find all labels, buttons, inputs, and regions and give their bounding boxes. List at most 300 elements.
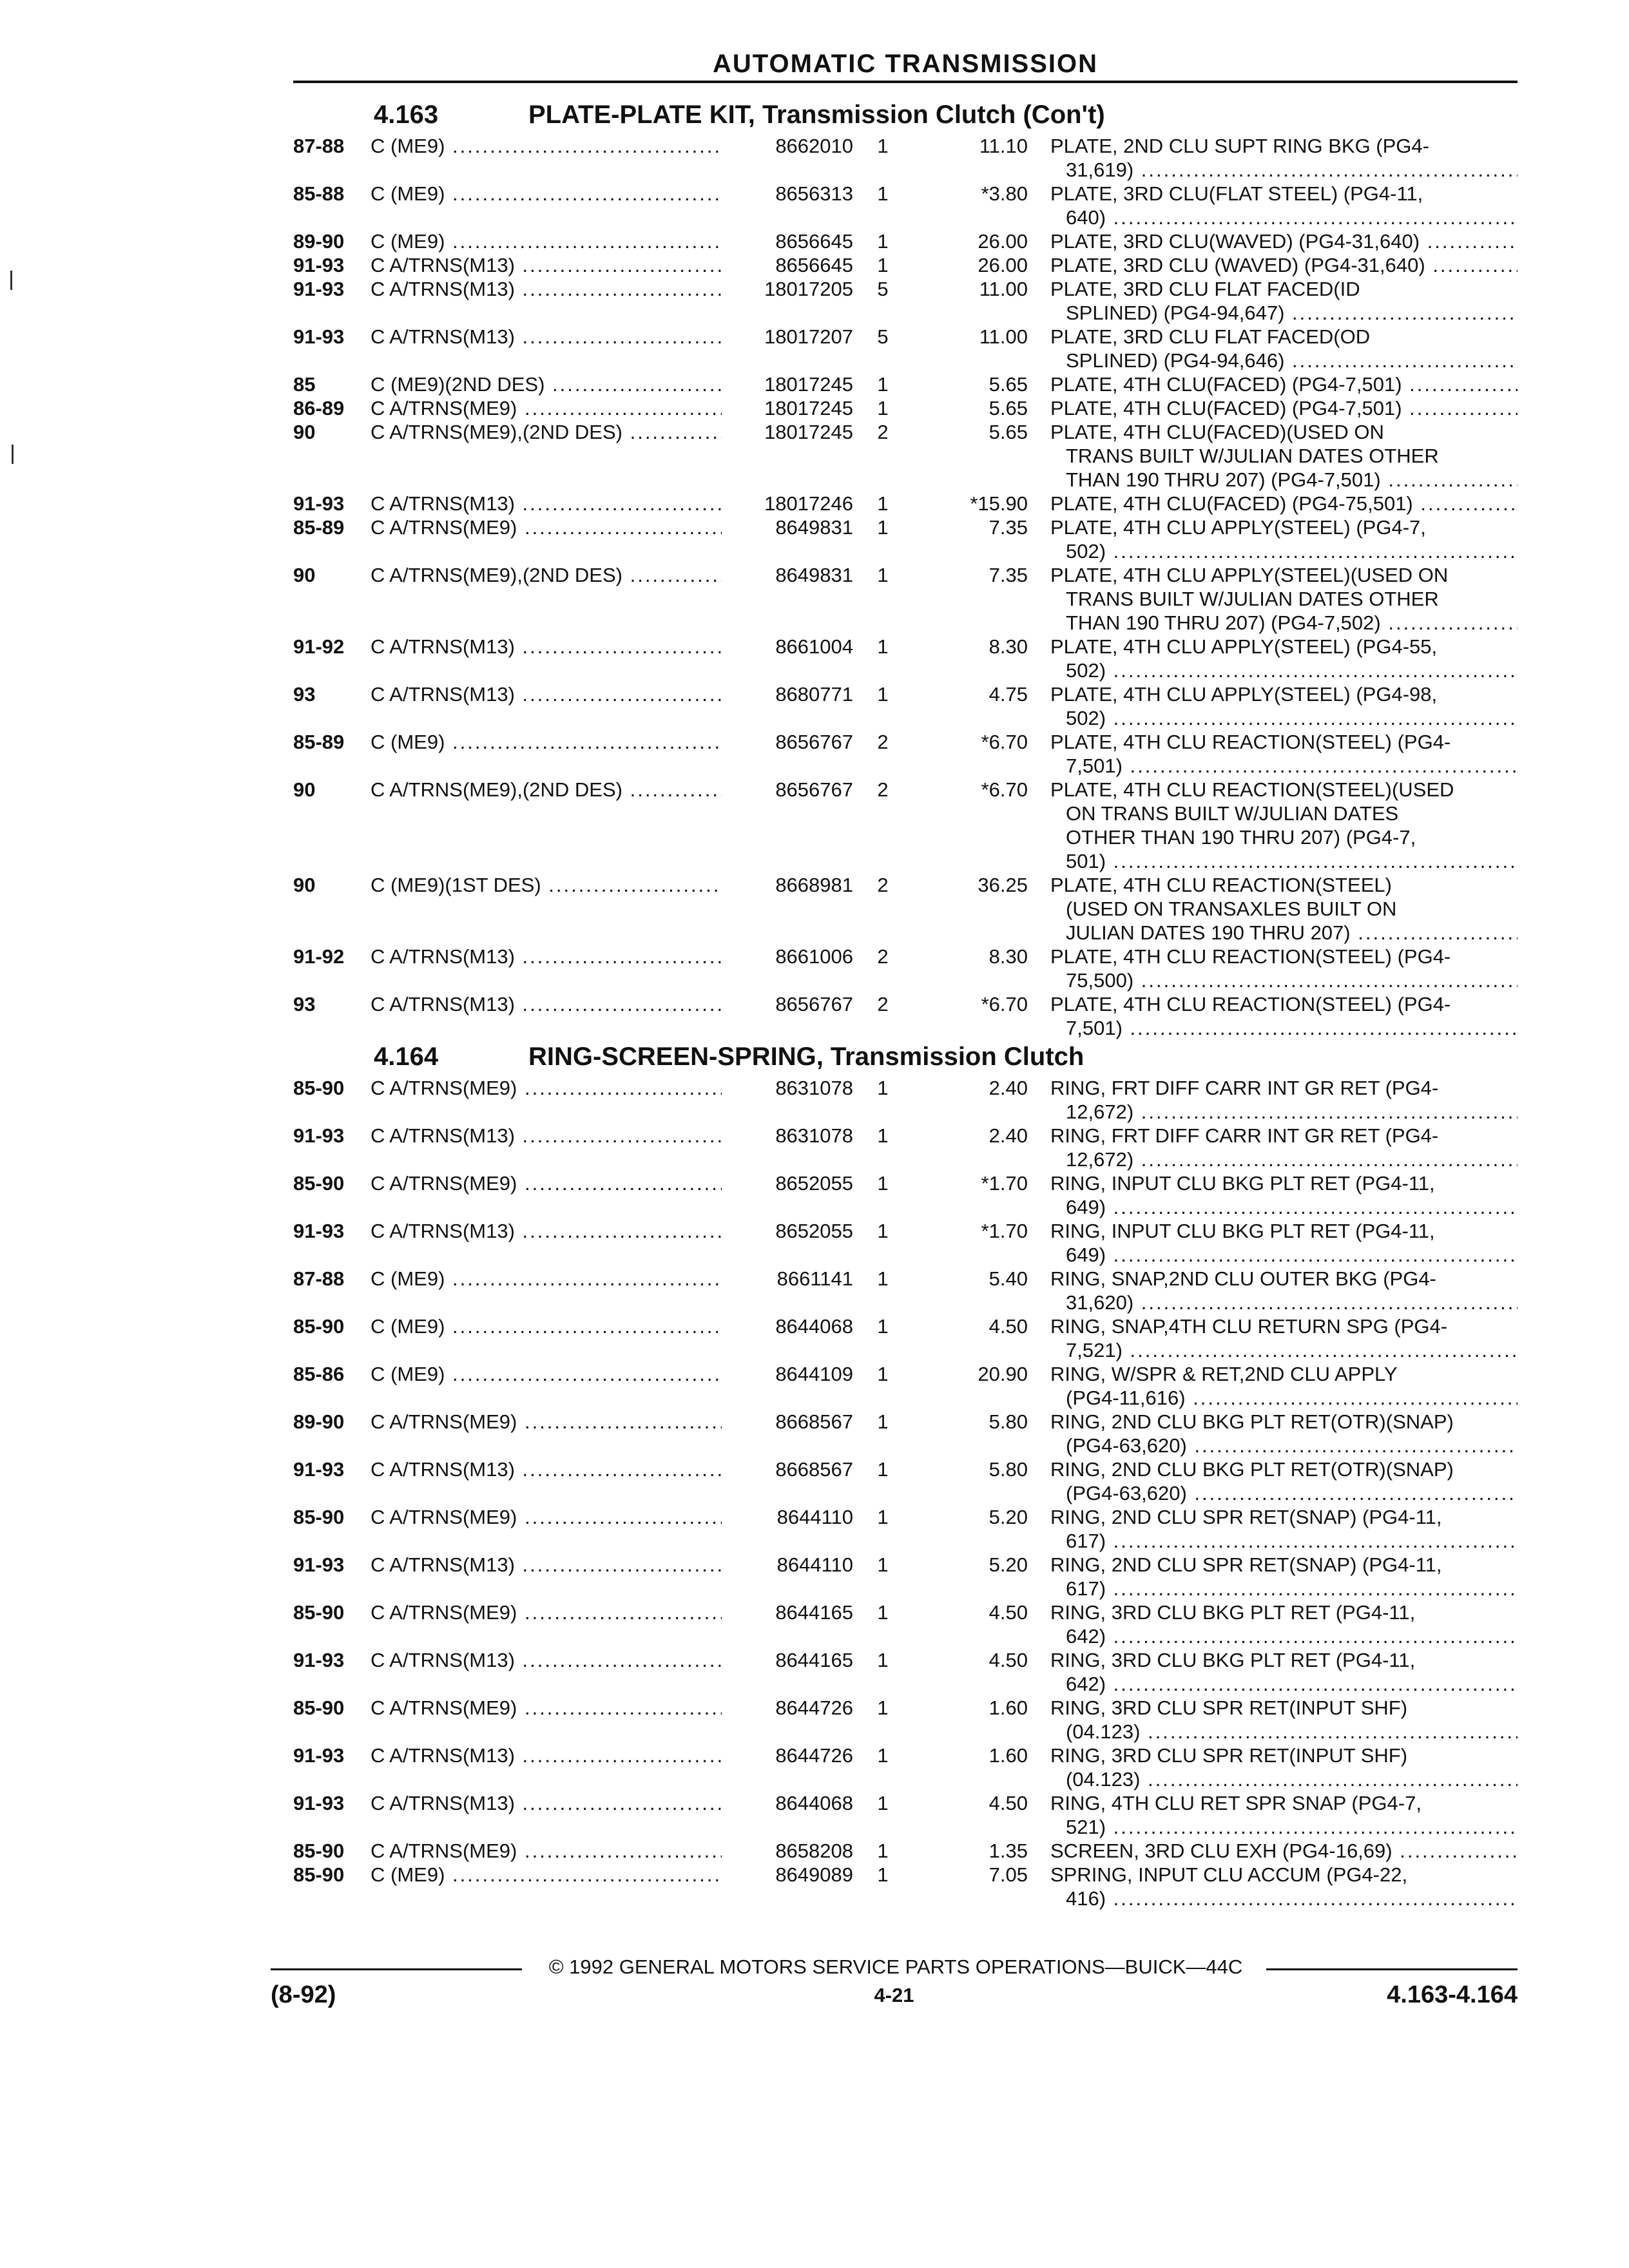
description-line: RING, 3RD CLU SPR RET(INPUT SHF) bbox=[1050, 1696, 1408, 1719]
part-description bbox=[1050, 1219, 1518, 1267]
part-description bbox=[1050, 945, 1518, 992]
model-code: C A/TRNS(M13) ..... bbox=[371, 945, 722, 968]
part-entry bbox=[293, 1839, 1518, 1863]
description-line: RING, 4TH CLU RET SPR SNAP (PG4-7, bbox=[1050, 1792, 1422, 1814]
part-number: 8644110 bbox=[722, 1505, 853, 1529]
quantity: 1 bbox=[877, 1458, 889, 1481]
description-line: ON TRANS BUILT W/JULIAN DATES bbox=[1066, 802, 1399, 825]
description-line: RING, 3RD CLU BKG PLT RET (PG4-11, bbox=[1050, 1649, 1416, 1671]
model-years: 91-93 bbox=[293, 1220, 345, 1242]
description-line: THAN 190 THRU 207) (PG4-7,502) ..... bbox=[1050, 611, 1518, 635]
part-description bbox=[1050, 1648, 1518, 1696]
price: 5.65 bbox=[988, 397, 1028, 419]
model-code: C (ME9)(2ND DES) ..... bbox=[371, 372, 722, 396]
part-number: 8644068 bbox=[722, 1314, 853, 1338]
section-title: RING-SCREEN-SPRING, Transmission Clutch bbox=[528, 1043, 1084, 1071]
quantity: 1 bbox=[877, 1077, 889, 1099]
page-footer bbox=[271, 1956, 1518, 2013]
quantity: 2 bbox=[877, 731, 889, 753]
part-number: 8668567 bbox=[722, 1410, 853, 1434]
description-line: RING, W/SPR & RET,2ND CLU APPLY bbox=[1050, 1363, 1398, 1385]
description-line: RING, INPUT CLU BKG PLT RET (PG4-11, bbox=[1050, 1172, 1435, 1195]
price: 5.65 bbox=[988, 373, 1028, 396]
part-number: 8644726 bbox=[722, 1696, 853, 1720]
quantity: 1 bbox=[877, 1267, 889, 1290]
model-code: C A/TRNS(ME9) ..... bbox=[371, 1696, 722, 1720]
price: 11.00 bbox=[979, 278, 1028, 300]
part-description bbox=[1050, 563, 1518, 635]
model-code: C (ME9) ..... bbox=[371, 182, 722, 206]
model-years: 91-93 bbox=[293, 1744, 345, 1767]
price: 4.50 bbox=[988, 1315, 1028, 1338]
model-years: 93 bbox=[293, 683, 316, 706]
model-code: C A/TRNS(ME9) ..... bbox=[371, 515, 722, 539]
model-code: C A/TRNS(ME9) ..... bbox=[371, 1410, 722, 1434]
model-code: C A/TRNS(M13) ..... bbox=[371, 635, 722, 658]
quantity: 2 bbox=[877, 993, 889, 1015]
model-code: C A/TRNS(ME9) ..... bbox=[371, 1076, 722, 1100]
price: 4.50 bbox=[988, 1792, 1028, 1814]
page-title: AUTOMATIC TRANSMISSION bbox=[712, 50, 1099, 78]
description-line: PLATE, 3RD CLU(WAVED) (PG4-31,640) ..... bbox=[1050, 229, 1518, 253]
part-description bbox=[1050, 1696, 1518, 1744]
part-entry bbox=[293, 945, 1518, 992]
model-code: C A/TRNS(M13) ..... bbox=[371, 1457, 722, 1481]
part-number: 8662010 bbox=[722, 134, 853, 158]
model-code: C A/TRNS(M13) ..... bbox=[371, 1648, 722, 1672]
part-number: 8661004 bbox=[722, 635, 853, 658]
description-line: (PG4-63,620) ..... bbox=[1050, 1434, 1518, 1457]
part-number: 8656313 bbox=[722, 182, 853, 206]
model-years: 85-90 bbox=[293, 1506, 345, 1528]
model-code: C A/TRNS(M13) ..... bbox=[371, 1219, 722, 1243]
model-years: 90 bbox=[293, 564, 316, 586]
model-code: C (ME9) ..... bbox=[371, 1362, 722, 1386]
model-code: C A/TRNS(ME9) ..... bbox=[371, 1505, 722, 1529]
part-entry bbox=[293, 1505, 1518, 1553]
price: 20.90 bbox=[978, 1363, 1028, 1385]
part-entry bbox=[293, 1791, 1518, 1839]
part-number: 8644068 bbox=[722, 1791, 853, 1815]
price: 2.40 bbox=[988, 1077, 1028, 1099]
quantity: 1 bbox=[877, 1506, 889, 1528]
model-years: 91-93 bbox=[293, 1553, 345, 1576]
price: 4.75 bbox=[988, 683, 1028, 706]
quantity: 1 bbox=[877, 1863, 889, 1886]
part-number: 18017246 bbox=[722, 492, 853, 515]
model-years: 90 bbox=[293, 778, 316, 801]
part-description bbox=[1050, 1863, 1518, 1910]
description-line: PLATE, 2ND CLU SUPT RING BKG (PG4- bbox=[1050, 135, 1429, 157]
part-entry bbox=[293, 1696, 1518, 1744]
quantity: 1 bbox=[877, 182, 889, 205]
model-code: C A/TRNS(M13) ..... bbox=[371, 1553, 722, 1577]
part-description bbox=[1050, 492, 1518, 515]
description-line: PLATE, 4TH CLU APPLY(STEEL) (PG4-55, bbox=[1050, 635, 1438, 658]
description-line: PLATE, 4TH CLU REACTION(STEEL)(USED bbox=[1050, 778, 1454, 801]
model-years: 90 bbox=[293, 421, 316, 443]
description-line: SPLINED) (PG4-94,647) ..... bbox=[1050, 301, 1518, 325]
part-number: 18017207 bbox=[722, 325, 853, 349]
part-description bbox=[1050, 182, 1518, 229]
description-line: (04.123) ..... bbox=[1050, 1767, 1518, 1791]
part-entry bbox=[293, 873, 1518, 945]
quantity: 1 bbox=[877, 1792, 889, 1814]
description-line: 7,501) ..... bbox=[1050, 1016, 1518, 1040]
part-entry bbox=[293, 778, 1518, 873]
quantity: 1 bbox=[877, 1410, 889, 1433]
part-description bbox=[1050, 1171, 1518, 1219]
part-entry bbox=[293, 1076, 1518, 1124]
part-entry bbox=[293, 372, 1518, 396]
part-number: 8680771 bbox=[722, 682, 853, 706]
description-line: 502) ..... bbox=[1050, 658, 1518, 682]
description-line: 642) ..... bbox=[1050, 1672, 1518, 1696]
price: 2.40 bbox=[988, 1124, 1028, 1147]
part-number: 8656767 bbox=[722, 992, 853, 1016]
description-line: 416) ..... bbox=[1050, 1887, 1518, 1910]
description-line: PLATE, 4TH CLU(FACED) (PG4-7,501) ..... bbox=[1050, 396, 1518, 420]
model-code: C A/TRNS(M13) ..... bbox=[371, 1791, 722, 1815]
quantity: 1 bbox=[877, 683, 889, 706]
part-number: 8668981 bbox=[722, 873, 853, 897]
price: *1.70 bbox=[981, 1220, 1028, 1242]
description-line: PLATE, 3RD CLU FLAT FACED(ID bbox=[1050, 278, 1360, 300]
quantity: 1 bbox=[877, 373, 889, 396]
part-number: 8649831 bbox=[722, 563, 853, 587]
price: 5.65 bbox=[988, 421, 1028, 443]
part-number: 18017245 bbox=[722, 396, 853, 420]
part-number: 8652055 bbox=[722, 1171, 853, 1195]
quantity: 1 bbox=[877, 1315, 889, 1338]
part-entry bbox=[293, 730, 1518, 778]
part-description bbox=[1050, 1553, 1518, 1600]
part-description bbox=[1050, 1600, 1518, 1648]
quantity: 1 bbox=[877, 516, 889, 539]
part-entry bbox=[293, 277, 1518, 325]
description-line: PLATE, 4TH CLU APPLY(STEEL)(USED ON bbox=[1050, 564, 1449, 586]
description-line: 617) ..... bbox=[1050, 1577, 1518, 1600]
description-line: 31,620) ..... bbox=[1050, 1291, 1518, 1314]
description-line: 12,672) ..... bbox=[1050, 1100, 1518, 1124]
part-number: 8656645 bbox=[722, 253, 853, 277]
description-line: 7,501) ..... bbox=[1050, 754, 1518, 778]
model-years: 85-90 bbox=[293, 1696, 345, 1719]
part-number: 8644110 bbox=[722, 1553, 853, 1577]
price: *6.70 bbox=[981, 993, 1028, 1015]
description-line: TRANS BUILT W/JULIAN DATES OTHER bbox=[1066, 588, 1439, 610]
model-years: 85-89 bbox=[293, 731, 345, 753]
part-entry bbox=[293, 1744, 1518, 1791]
description-line: RING, 3RD CLU BKG PLT RET (PG4-11, bbox=[1050, 1601, 1416, 1624]
part-description bbox=[1050, 277, 1518, 325]
model-years: 85-90 bbox=[293, 1077, 345, 1099]
quantity: 5 bbox=[877, 325, 889, 348]
part-description bbox=[1050, 635, 1518, 682]
part-entry bbox=[293, 563, 1518, 635]
part-description bbox=[1050, 1124, 1518, 1171]
quantity: 2 bbox=[877, 778, 889, 801]
part-number: 8649831 bbox=[722, 515, 853, 539]
quantity: 2 bbox=[877, 421, 889, 443]
description-line: OTHER THAN 190 THRU 207) (PG4-7, bbox=[1066, 826, 1416, 849]
model-code: C A/TRNS(ME9) ..... bbox=[371, 1839, 722, 1863]
part-entry bbox=[293, 253, 1518, 277]
price: 5.80 bbox=[988, 1458, 1028, 1481]
part-entry bbox=[293, 1362, 1518, 1410]
price: 11.00 bbox=[979, 325, 1028, 348]
description-line: RING, 2ND CLU SPR RET(SNAP) (PG4-11, bbox=[1050, 1506, 1442, 1528]
price: 7.35 bbox=[988, 564, 1028, 586]
model-years: 91-92 bbox=[293, 635, 345, 658]
quantity: 1 bbox=[877, 1649, 889, 1671]
description-line: RING, 3RD CLU SPR RET(INPUT SHF) bbox=[1050, 1744, 1408, 1767]
description-line: 31,619) ..... bbox=[1050, 158, 1518, 182]
model-code: C A/TRNS(M13) ..... bbox=[371, 1744, 722, 1767]
quantity: 1 bbox=[877, 1553, 889, 1576]
part-number: 8668567 bbox=[722, 1457, 853, 1481]
part-entry bbox=[293, 1267, 1518, 1314]
quantity: 2 bbox=[877, 874, 889, 896]
quantity: 5 bbox=[877, 278, 889, 300]
description-line: RING, FRT DIFF CARR INT GR RET (PG4- bbox=[1050, 1124, 1439, 1147]
price: 1.35 bbox=[988, 1840, 1028, 1862]
description-line: PLATE, 4TH CLU(FACED) (PG4-7,501) ..... bbox=[1050, 372, 1518, 396]
price: 36.25 bbox=[978, 874, 1028, 896]
part-entry bbox=[293, 134, 1518, 182]
model-years: 85-90 bbox=[293, 1315, 345, 1338]
description-line: (PG4-63,620) ..... bbox=[1050, 1481, 1518, 1505]
model-years: 91-93 bbox=[293, 254, 345, 276]
description-line: 12,672) ..... bbox=[1050, 1148, 1518, 1171]
price: 7.35 bbox=[988, 516, 1028, 539]
section-heading bbox=[293, 1040, 1518, 1076]
part-entry bbox=[293, 1600, 1518, 1648]
model-years: 93 bbox=[293, 993, 316, 1015]
model-code: C A/TRNS(M13) ..... bbox=[371, 1124, 722, 1148]
price: 11.10 bbox=[979, 135, 1028, 157]
section-heading bbox=[293, 98, 1518, 134]
model-years: 85-88 bbox=[293, 182, 345, 205]
model-code: C A/TRNS(ME9) ..... bbox=[371, 1171, 722, 1195]
description-line: RING, FRT DIFF CARR INT GR RET (PG4- bbox=[1050, 1077, 1439, 1099]
description-line: PLATE, 3RD CLU (WAVED) (PG4-31,640) ..... bbox=[1050, 253, 1518, 277]
model-code: C A/TRNS(M13) ..... bbox=[371, 492, 722, 515]
model-years: 85-90 bbox=[293, 1840, 345, 1862]
part-description bbox=[1050, 1457, 1518, 1505]
part-description bbox=[1050, 1791, 1518, 1839]
price: 4.50 bbox=[988, 1649, 1028, 1671]
description-line: 617) ..... bbox=[1050, 1529, 1518, 1553]
model-code: C (ME9)(1ST DES) ..... bbox=[371, 873, 722, 897]
part-number: 8631078 bbox=[722, 1124, 853, 1148]
price: *1.70 bbox=[981, 1172, 1028, 1195]
part-description bbox=[1050, 730, 1518, 778]
page-header bbox=[293, 48, 1518, 83]
description-line: PLATE, 4TH CLU REACTION(STEEL) (PG4- bbox=[1050, 945, 1451, 968]
model-years: 85-90 bbox=[293, 1601, 345, 1624]
part-entry bbox=[293, 1314, 1518, 1362]
copyright-text: © 1992 GENERAL MOTORS SERVICE PARTS OPERATIONS—BUICK—44C bbox=[548, 1956, 1243, 1978]
quantity: 1 bbox=[877, 1744, 889, 1767]
part-number: 8656767 bbox=[722, 730, 853, 754]
model-years: 91-93 bbox=[293, 278, 345, 300]
part-entry bbox=[293, 1863, 1518, 1910]
description-line: (USED ON TRANSAXLES BUILT ON bbox=[1066, 898, 1397, 920]
quantity: 1 bbox=[877, 254, 889, 276]
part-description bbox=[1050, 372, 1518, 396]
description-line: THAN 190 THRU 207) (PG4-7,501) ..... bbox=[1050, 468, 1518, 492]
quantity: 1 bbox=[877, 135, 889, 157]
part-entry bbox=[293, 682, 1518, 730]
part-entry bbox=[293, 1648, 1518, 1696]
margin-mark bbox=[10, 271, 12, 290]
model-years: 86-89 bbox=[293, 397, 345, 419]
model-code: C A/TRNS(ME9),(2ND DES) ..... bbox=[371, 778, 722, 802]
part-description bbox=[1050, 1744, 1518, 1791]
quantity: 1 bbox=[877, 564, 889, 586]
price: 5.20 bbox=[988, 1506, 1028, 1528]
part-entry bbox=[293, 1553, 1518, 1600]
part-entry bbox=[293, 325, 1518, 372]
model-years: 85-89 bbox=[293, 516, 345, 539]
price: *3.80 bbox=[981, 182, 1028, 205]
description-line: 649) ..... bbox=[1050, 1243, 1518, 1267]
quantity: 1 bbox=[877, 1172, 889, 1195]
description-line: (04.123) ..... bbox=[1050, 1720, 1518, 1744]
model-years: 85-90 bbox=[293, 1172, 345, 1195]
model-years: 87-88 bbox=[293, 135, 345, 157]
model-code: C A/TRNS(M13) ..... bbox=[371, 253, 722, 277]
part-entry bbox=[293, 992, 1518, 1040]
description-line: RING, SNAP,4TH CLU RETURN SPG (PG4- bbox=[1050, 1315, 1448, 1338]
description-line: PLATE, 3RD CLU(FLAT STEEL) (PG4-11, bbox=[1050, 182, 1423, 205]
model-years: 91-92 bbox=[293, 945, 345, 968]
part-description bbox=[1050, 992, 1518, 1040]
model-years: 87-88 bbox=[293, 1267, 345, 1290]
description-line: SPRING, INPUT CLU ACCUM (PG4-22, bbox=[1050, 1863, 1408, 1886]
model-years: 91-93 bbox=[293, 492, 345, 515]
margin-mark bbox=[12, 445, 14, 464]
quantity: 1 bbox=[877, 1220, 889, 1242]
part-description bbox=[1050, 1314, 1518, 1362]
header-rule bbox=[293, 81, 1518, 83]
model-code: C A/TRNS(M13) ..... bbox=[371, 325, 722, 349]
price: 8.30 bbox=[988, 945, 1028, 968]
part-description bbox=[1050, 420, 1518, 492]
price: *6.70 bbox=[981, 778, 1028, 801]
price: 7.05 bbox=[988, 1863, 1028, 1886]
model-years: 91-93 bbox=[293, 1124, 345, 1147]
part-number: 8658208 bbox=[722, 1839, 853, 1863]
description-line: 502) ..... bbox=[1050, 539, 1518, 563]
model-code: C (ME9) ..... bbox=[371, 1267, 722, 1291]
page-number: 4-21 bbox=[874, 1984, 914, 2006]
price: 1.60 bbox=[988, 1744, 1028, 1767]
description-line: JULIAN DATES 190 THRU 207) ..... bbox=[1050, 921, 1518, 945]
part-description bbox=[1050, 1839, 1518, 1863]
part-description bbox=[1050, 396, 1518, 420]
model-years: 90 bbox=[293, 874, 316, 896]
price: 26.00 bbox=[978, 230, 1028, 253]
description-line: TRANS BUILT W/JULIAN DATES OTHER bbox=[1066, 445, 1439, 467]
parts-catalog bbox=[293, 98, 1518, 1910]
part-number: 8631078 bbox=[722, 1076, 853, 1100]
part-number: 8644165 bbox=[722, 1600, 853, 1624]
part-description bbox=[1050, 682, 1518, 730]
model-years: 91-93 bbox=[293, 1458, 345, 1481]
part-description bbox=[1050, 1505, 1518, 1553]
model-code: C (ME9) ..... bbox=[371, 229, 722, 253]
part-entry bbox=[293, 396, 1518, 420]
description-line: RING, 2ND CLU BKG PLT RET(OTR)(SNAP) bbox=[1050, 1458, 1454, 1481]
price: 8.30 bbox=[988, 635, 1028, 658]
description-line: PLATE, 4TH CLU(FACED) (PG4-75,501) ..... bbox=[1050, 492, 1518, 515]
price: 4.50 bbox=[988, 1601, 1028, 1624]
section-title: PLATE-PLATE KIT, Transmission Clutch (Con't) bbox=[528, 101, 1105, 129]
part-number: 8644109 bbox=[722, 1362, 853, 1386]
section-range: 4.163-4.164 bbox=[1387, 1981, 1518, 2008]
price: 26.00 bbox=[978, 254, 1028, 276]
price: *15.90 bbox=[970, 492, 1028, 515]
description-line: 649) ..... bbox=[1050, 1195, 1518, 1219]
description-line: PLATE, 4TH CLU APPLY(STEEL) (PG4-7, bbox=[1050, 516, 1426, 539]
description-line: PLATE, 4TH CLU(FACED)(USED ON bbox=[1050, 421, 1384, 443]
part-description bbox=[1050, 229, 1518, 253]
part-entry bbox=[293, 635, 1518, 682]
part-entry bbox=[293, 492, 1518, 515]
model-years: 85 bbox=[293, 373, 316, 396]
footer-rule-left bbox=[271, 1968, 522, 1970]
description-line: RING, 2ND CLU BKG PLT RET(OTR)(SNAP) bbox=[1050, 1410, 1454, 1433]
quantity: 1 bbox=[877, 635, 889, 658]
description-line: RING, 2ND CLU SPR RET(SNAP) (PG4-11, bbox=[1050, 1553, 1442, 1576]
part-number: 8644165 bbox=[722, 1648, 853, 1672]
part-entry bbox=[293, 1457, 1518, 1505]
model-years: 91-93 bbox=[293, 1649, 345, 1671]
description-line: PLATE, 4TH CLU REACTION(STEEL) (PG4- bbox=[1050, 993, 1451, 1015]
model-code: C A/TRNS(M13) ..... bbox=[371, 682, 722, 706]
price: *6.70 bbox=[981, 731, 1028, 753]
description-line: PLATE, 4TH CLU REACTION(STEEL) (PG4- bbox=[1050, 731, 1451, 753]
part-number: 8661006 bbox=[722, 945, 853, 968]
part-description bbox=[1050, 778, 1518, 873]
part-description bbox=[1050, 1362, 1518, 1410]
model-code: C A/TRNS(ME9) ..... bbox=[371, 396, 722, 420]
model-years: 89-90 bbox=[293, 230, 345, 253]
quantity: 1 bbox=[877, 1363, 889, 1385]
description-line: 640) ..... bbox=[1050, 206, 1518, 229]
model-code: C A/TRNS(ME9),(2ND DES) ..... bbox=[371, 563, 722, 587]
part-description bbox=[1050, 873, 1518, 945]
model-years: 85-86 bbox=[293, 1363, 345, 1385]
quantity: 2 bbox=[877, 945, 889, 968]
description-line: 502) ..... bbox=[1050, 706, 1518, 730]
part-description bbox=[1050, 1267, 1518, 1314]
model-code: C A/TRNS(ME9),(2ND DES) ..... bbox=[371, 420, 722, 444]
part-description bbox=[1050, 1410, 1518, 1457]
part-description bbox=[1050, 515, 1518, 563]
model-years: 91-93 bbox=[293, 1792, 345, 1814]
quantity: 1 bbox=[877, 1696, 889, 1719]
model-code: C A/TRNS(M13) ..... bbox=[371, 277, 722, 301]
part-number: 8644726 bbox=[722, 1744, 853, 1767]
footer-rule-right bbox=[1266, 1968, 1518, 1970]
section-number: 4.163 bbox=[374, 101, 439, 129]
section-number: 4.164 bbox=[374, 1043, 439, 1071]
quantity: 1 bbox=[877, 492, 889, 515]
model-code: C A/TRNS(ME9) ..... bbox=[371, 1600, 722, 1624]
